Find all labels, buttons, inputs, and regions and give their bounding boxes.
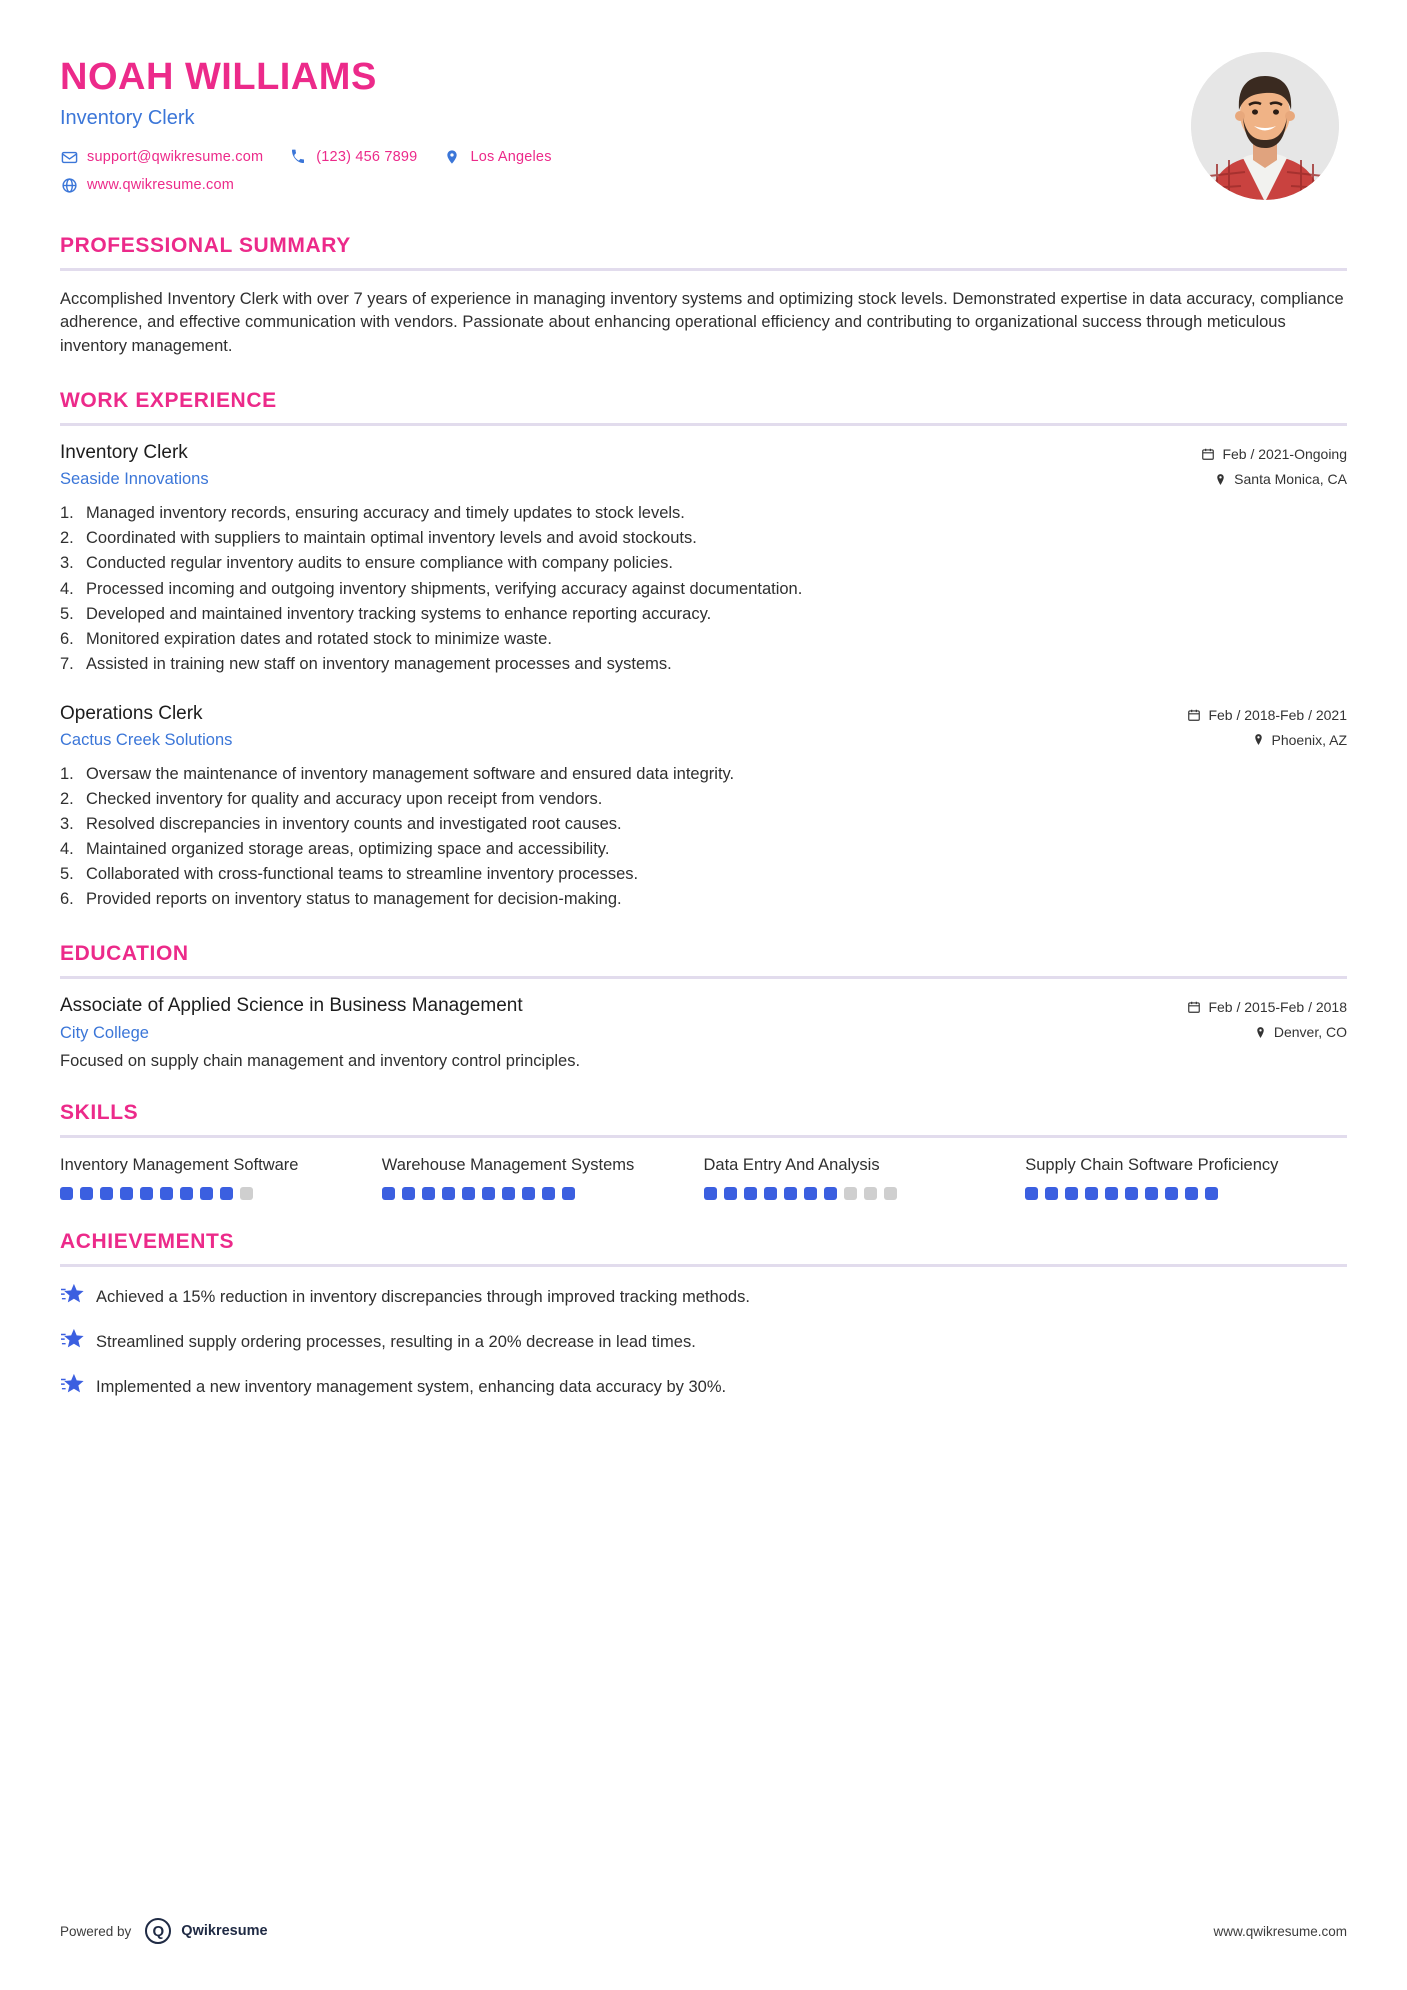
section-divider xyxy=(60,268,1347,271)
powered-by xyxy=(60,1918,268,1944)
section-divider xyxy=(60,1264,1347,1267)
resume-header xyxy=(60,52,1347,204)
education-dates-line xyxy=(1187,999,1347,1015)
section-skills xyxy=(60,1101,1347,1199)
skill-item xyxy=(1025,1154,1347,1199)
qwikresume-brand[interactable]: Qwikresume xyxy=(181,1923,268,1939)
achievement-item xyxy=(60,1373,1347,1402)
skill-item xyxy=(704,1154,1026,1199)
education-location-line xyxy=(1187,1024,1347,1040)
rating-dot-filled xyxy=(100,1187,113,1200)
section-title-skills: SKILLS xyxy=(60,1101,139,1125)
calendar-icon xyxy=(1187,1000,1201,1014)
bullet-item: 2. Checked inventory for quality and accuracy upon receipt from vendors. xyxy=(60,787,1347,812)
rating-dot-filled xyxy=(1065,1187,1078,1200)
rating-dot-filled xyxy=(1185,1187,1198,1200)
experience-location: Phoenix, AZ xyxy=(1271,731,1347,748)
bullet-item: 3. Conducted regular inventory audits to ensure compliance with company policies. xyxy=(60,551,1347,576)
location-pin-icon xyxy=(1252,733,1265,746)
rating-dot-filled xyxy=(824,1187,837,1200)
contact-row-primary xyxy=(60,148,578,166)
contact-location-text: Los Angeles xyxy=(470,149,552,165)
experience-role: Inventory Clerk xyxy=(60,442,188,464)
rating-dot-filled xyxy=(382,1187,395,1200)
achievement-item xyxy=(60,1328,1347,1357)
skill-name: Inventory Management Software xyxy=(60,1156,299,1175)
bullet-item: 1. Oversaw the maintenance of inventory management software and ensured data integrity. xyxy=(60,762,1347,787)
rating-dot-filled xyxy=(1125,1187,1138,1200)
rating-dot-filled xyxy=(1145,1187,1158,1200)
rating-dot-filled xyxy=(200,1187,213,1200)
skill-rating xyxy=(60,1187,356,1200)
rating-dot-filled xyxy=(704,1187,717,1200)
experience-dates: Feb / 2021-Ongoing xyxy=(1222,446,1347,463)
rating-dot-filled xyxy=(422,1187,435,1200)
bullet-text: Provided reports on inventory status to management for decision-making. xyxy=(86,890,622,909)
contact-email-text: support@qwikresume.com xyxy=(87,149,264,165)
bullet-text: Monitored expiration dates and rotated stock to minimize waste. xyxy=(86,629,552,648)
skill-rating xyxy=(704,1187,1000,1200)
section-work-experience xyxy=(60,389,1347,912)
education-meta xyxy=(1187,995,1347,1040)
skill-name: Data Entry And Analysis xyxy=(703,1156,880,1175)
bullet-item: 4. Processed incoming and outgoing inventory shipments, verifying accuracy against documentation. xyxy=(60,577,1347,602)
section-title-education: EDUCATION xyxy=(60,942,189,966)
bullet-text: Conducted regular inventory audits to ensure compliance with company policies. xyxy=(86,554,673,573)
skill-item xyxy=(382,1154,704,1199)
rating-dot-filled xyxy=(764,1187,777,1200)
rating-dot-filled xyxy=(160,1187,173,1200)
skills-grid xyxy=(60,1154,1347,1199)
rating-dot-filled xyxy=(1025,1187,1038,1200)
star-icon xyxy=(60,1283,90,1312)
experience-dates-line xyxy=(1187,707,1347,723)
bullet-item: 4. Maintained organized storage areas, optimizing space and accessibility. xyxy=(60,837,1347,862)
experience-role: Operations Clerk xyxy=(60,702,203,724)
skill-item xyxy=(60,1154,382,1199)
rating-dot-empty xyxy=(884,1187,897,1200)
rating-dot-filled xyxy=(744,1187,757,1200)
bullet-text: Coordinated with suppliers to maintain optimal inventory levels and avoid stockouts. xyxy=(86,529,697,548)
rating-dot-filled xyxy=(1105,1187,1118,1200)
experience-header xyxy=(60,442,1347,489)
rating-dot-filled xyxy=(60,1187,73,1200)
contact-email[interactable] xyxy=(60,148,263,166)
education-degree: Associate of Applied Science in Business Management xyxy=(60,995,523,1017)
bullet-text: Checked inventory for quality and accuracy upon receipt from vendors. xyxy=(86,789,603,808)
calendar-icon xyxy=(1187,708,1201,722)
star-icon xyxy=(60,1328,90,1357)
skill-name: Warehouse Management Systems xyxy=(381,1156,635,1175)
bullet-text: Assisted in training new staff on inventory management processes and systems. xyxy=(86,654,672,673)
education-dates: Feb / 2015-Feb / 2018 xyxy=(1208,999,1347,1016)
rating-dot-filled xyxy=(1085,1187,1098,1200)
phone-icon xyxy=(289,148,307,166)
experience-dates: Feb / 2018-Feb / 2021 xyxy=(1208,706,1347,723)
bullet-item: 2. Coordinated with suppliers to maintain optimal inventory levels and avoid stockouts. xyxy=(60,526,1347,551)
experience-meta xyxy=(1201,442,1347,487)
rating-dot-filled xyxy=(402,1187,415,1200)
experience-header xyxy=(60,703,1347,750)
rating-dot-filled xyxy=(1205,1187,1218,1200)
rating-dot-filled xyxy=(724,1187,737,1200)
rating-dot-empty xyxy=(240,1187,253,1200)
rating-dot-filled xyxy=(784,1187,797,1200)
envelope-icon xyxy=(60,148,78,166)
bullet-item: 1. Managed inventory records, ensuring accuracy and timely updates to stock levels. xyxy=(60,501,1347,526)
powered-by-label: Powered by xyxy=(60,1923,132,1939)
rating-dot-filled xyxy=(220,1187,233,1200)
bullet-item: 6. Provided reports on inventory status to management for decision-making. xyxy=(60,887,1347,912)
contact-website-text: www.qwikresume.com xyxy=(87,177,235,193)
bullet-item: 5. Developed and maintained inventory tracking systems to enhance reporting accuracy. xyxy=(60,602,1347,627)
star-icon xyxy=(60,1373,90,1402)
bullet-item: 3. Resolved discrepancies in inventory counts and investigated root causes. xyxy=(60,812,1347,837)
section-education xyxy=(60,942,1347,1071)
rating-dot-filled xyxy=(542,1187,555,1200)
education-item xyxy=(60,995,1347,1043)
section-title-achievements: ACHIEVEMENTS xyxy=(60,1229,235,1253)
footer-url[interactable]: www.qwikresume.com xyxy=(1213,1923,1347,1939)
contact-website[interactable] xyxy=(60,176,234,194)
experience-meta xyxy=(1187,703,1347,748)
experience-location-line xyxy=(1201,471,1347,487)
bullet-item: 6. Monitored expiration dates and rotated stock to minimize waste. xyxy=(60,627,1347,652)
section-divider xyxy=(60,1135,1347,1138)
header-left xyxy=(60,52,578,204)
skill-rating xyxy=(382,1187,678,1200)
rating-dot-filled xyxy=(482,1187,495,1200)
bullet-text: Developed and maintained inventory tracking systems to enhance reporting accuracy. xyxy=(86,604,712,623)
qwikresume-logo-icon: Q xyxy=(145,1918,171,1944)
education-description: Focused on supply chain management and inventory control principles. xyxy=(60,1052,581,1071)
contact-phone[interactable] xyxy=(289,148,417,166)
bullet-text: Maintained organized storage areas, optimizing space and accessibility. xyxy=(86,840,610,859)
bullet-text: Resolved discrepancies in inventory counts and investigated root causes. xyxy=(86,814,622,833)
rating-dot-empty xyxy=(864,1187,877,1200)
achievement-text: Implemented a new inventory management system, enhancing data accuracy by 30%. xyxy=(96,1377,727,1396)
education-school: City College xyxy=(60,1024,149,1043)
rating-dot-filled xyxy=(180,1187,193,1200)
location-pin-icon xyxy=(1214,473,1227,486)
rating-dot-filled xyxy=(522,1187,535,1200)
achievement-text: Streamlined supply ordering processes, resulting in a 20% decrease in lead times. xyxy=(96,1332,696,1351)
candidate-job-title: Inventory Clerk xyxy=(60,107,195,129)
experience-bullets xyxy=(60,762,1347,912)
bullet-item: 5. Collaborated with cross-functional teams to streamline inventory processes. xyxy=(60,862,1347,887)
experience-location: Santa Monica, CA xyxy=(1234,471,1347,488)
contact-row-secondary xyxy=(60,176,578,194)
globe-icon xyxy=(60,176,78,194)
achievement-text: Achieved a 15% reduction in inventory discrepancies through improved tracking methods. xyxy=(96,1287,750,1306)
rating-dot-filled xyxy=(80,1187,93,1200)
rating-dot-filled xyxy=(804,1187,817,1200)
bullet-item: 7. Assisted in training new staff on inventory management processes and systems. xyxy=(60,652,1347,677)
education-location: Denver, CO xyxy=(1273,1024,1347,1041)
experience-company: Seaside Innovations xyxy=(60,470,209,489)
rating-dot-filled xyxy=(1165,1187,1178,1200)
rating-dot-filled xyxy=(120,1187,133,1200)
experience-dates-line xyxy=(1201,446,1347,462)
section-divider xyxy=(60,423,1347,426)
experience-company: Cactus Creek Solutions xyxy=(60,730,233,749)
rating-dot-filled xyxy=(442,1187,455,1200)
rating-dot-filled xyxy=(462,1187,475,1200)
bullet-text: Collaborated with cross-functional teams to streamline inventory processes. xyxy=(86,865,639,884)
achievement-item xyxy=(60,1283,1347,1312)
summary-text: Accomplished Inventory Clerk with over 7 years of experience in managing inventory systems and optimizing stock levels. Demonstrated expertise in data accuracy, compliance adherence, and effective communication with vendors. Passionate about enhancing operational efficiency and contributing to organizational success through meticulous inventory management. xyxy=(60,289,1344,356)
section-divider xyxy=(60,976,1347,979)
location-pin-icon xyxy=(443,148,461,166)
calendar-icon xyxy=(1201,447,1215,461)
bullet-text: Managed inventory records, ensuring accuracy and timely updates to stock levels. xyxy=(86,504,685,523)
candidate-name: NOAH WILLIAMS xyxy=(60,56,377,98)
section-title-summary: PROFESSIONAL SUMMARY xyxy=(60,234,351,257)
skill-name: Supply Chain Software Proficiency xyxy=(1025,1156,1279,1175)
section-professional-summary xyxy=(60,234,1347,359)
rating-dot-filled xyxy=(502,1187,515,1200)
section-achievements xyxy=(60,1230,1347,1402)
skill-rating xyxy=(1025,1187,1321,1200)
avatar xyxy=(1191,52,1339,200)
avatar-photo xyxy=(1191,52,1339,200)
bullet-text: Oversaw the maintenance of inventory management software and ensured data integrity. xyxy=(86,764,735,783)
contact-phone-text: (123) 456 7899 xyxy=(316,149,418,165)
experience-location-line xyxy=(1187,732,1347,748)
location-pin-icon xyxy=(1254,1026,1267,1039)
experience-bullets xyxy=(60,501,1347,677)
experience-item xyxy=(60,442,1347,677)
rating-dot-filled xyxy=(140,1187,153,1200)
rating-dot-filled xyxy=(562,1187,575,1200)
page-footer xyxy=(60,1918,1347,1944)
contact-location xyxy=(443,148,551,166)
rating-dot-filled xyxy=(1045,1187,1058,1200)
rating-dot-empty xyxy=(844,1187,857,1200)
experience-item xyxy=(60,703,1347,912)
bullet-text: Processed incoming and outgoing inventory shipments, verifying accuracy against documentation. xyxy=(86,579,803,598)
section-title-experience: WORK EXPERIENCE xyxy=(60,389,277,413)
